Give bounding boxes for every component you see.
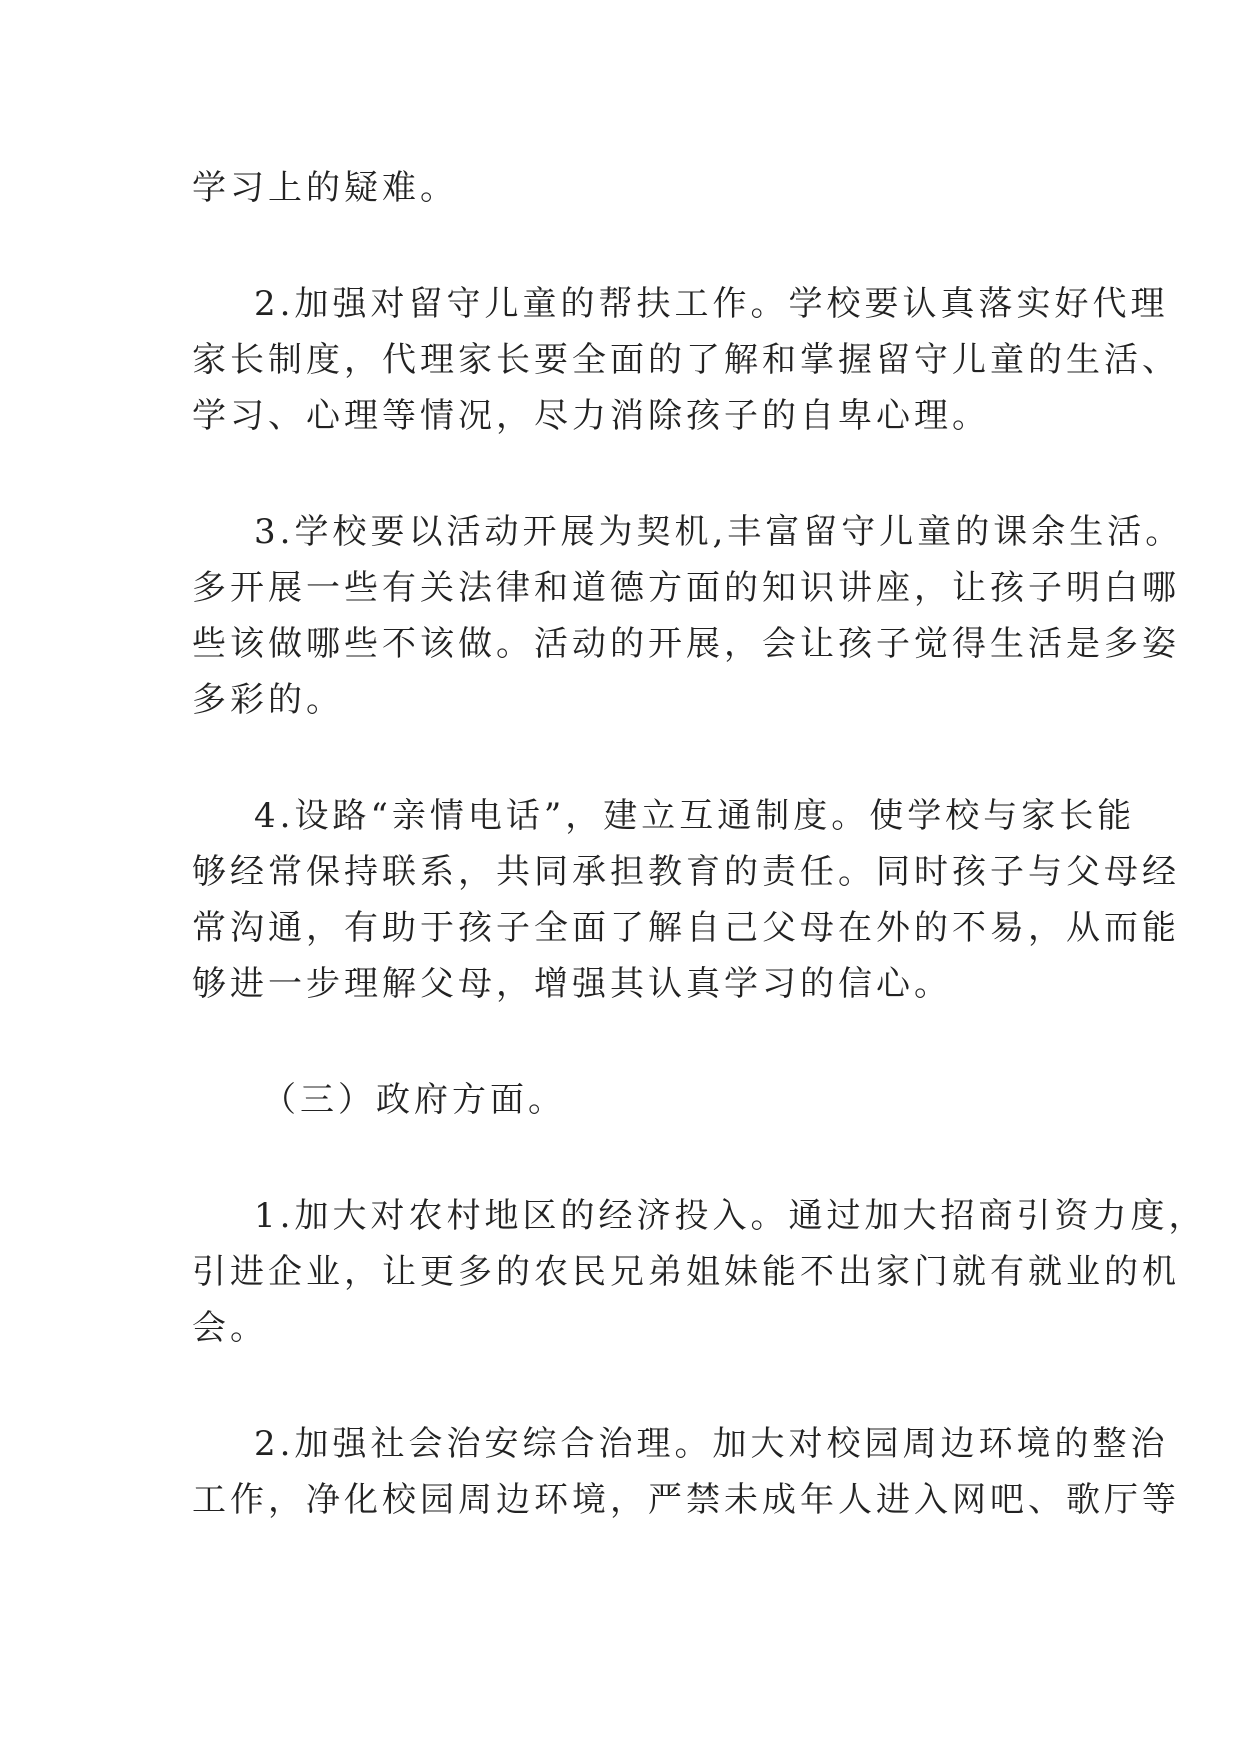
section-heading (192, 1072, 1067, 1128)
text-line: 2.加强对留守儿童的帮扶工作。学校要认真落实好代理 (254, 284, 1169, 324)
text-line: 多彩的。 (192, 680, 344, 720)
text-line: 引进企业，让更多的农民兄弟姐妹能不出家门就有就业的机 (192, 1252, 1180, 1292)
heading-line: （三）政府方面。 (262, 1080, 566, 1120)
text-line: 够经常保持联系，共同承担教育的责任。同时孩子与父母经 (192, 852, 1180, 892)
paragraph (192, 160, 1067, 216)
text-line: 3.学校要以活动开展为契机,丰富留守儿童的课余生活。 (254, 512, 1184, 552)
document-page (192, 160, 1207, 1528)
paragraph (192, 1188, 1207, 1356)
text-line: 会。 (192, 1308, 268, 1348)
text-line: 学习上的疑难。 (192, 168, 458, 208)
text-line: 常沟通，有助于孩子全面了解自己父母在外的不易，从而能 (192, 908, 1180, 948)
text-line: 2.加强社会治安综合治理。加大对校园周边环境的整治 (254, 1424, 1169, 1464)
text-line: 学习、心理等情况，尽力消除孩子的自卑心理。 (192, 396, 990, 436)
text-line: 1.加大对农村地区的经济投入。通过加大招商引资力度， (254, 1196, 1207, 1236)
paragraph (192, 1416, 1180, 1528)
text-line: 些该做哪些不该做。活动的开展，会让孩子觉得生活是多姿 (192, 624, 1180, 664)
text-line: 家长制度，代理家长要全面的了解和掌握留守儿童的生活、 (192, 340, 1180, 380)
text-line: 工作，净化校园周边环境，严禁未成年人进入网吧、歌厅等 (192, 1480, 1180, 1520)
text-line: 4.设路“亲情电话”，建立互通制度。使学校与家长能 (254, 796, 1136, 836)
paragraph (192, 788, 1180, 1012)
paragraph (192, 276, 1180, 444)
text-line: 多开展一些有关法律和道德方面的知识讲座，让孩子明白哪 (192, 568, 1180, 608)
paragraph (192, 504, 1184, 728)
text-line: 够进一步理解父母，增强其认真学习的信心。 (192, 964, 952, 1004)
